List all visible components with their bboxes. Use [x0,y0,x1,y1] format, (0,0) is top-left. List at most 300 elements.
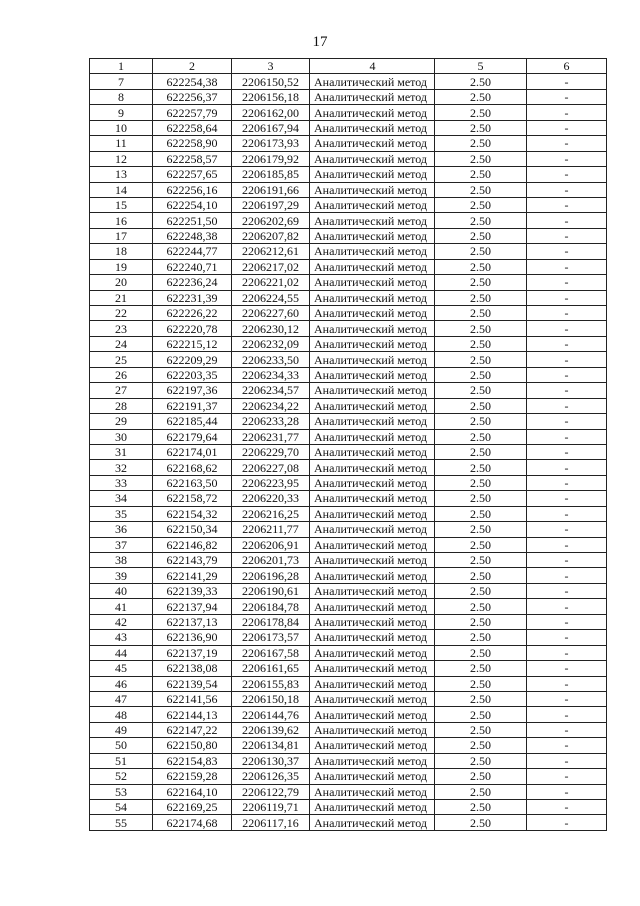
note-cell: - [527,553,607,568]
x-coordinate-cell: 622154,32 [153,506,232,521]
point-number-cell: 52 [90,769,153,784]
method-cell: Аналитический метод [310,398,435,413]
accuracy-cell: 2.50 [435,460,527,475]
point-number-cell: 30 [90,429,153,444]
point-number-cell: 17 [90,228,153,243]
note-cell: - [527,167,607,182]
header-cell: 4 [310,59,435,74]
y-coordinate-cell: 2206202,69 [232,213,310,228]
accuracy-cell: 2.50 [435,429,527,444]
x-coordinate-cell: 622150,34 [153,522,232,537]
y-coordinate-cell: 2206207,82 [232,228,310,243]
table-row [90,136,607,151]
note-cell: - [527,599,607,614]
x-coordinate-cell: 622179,64 [153,429,232,444]
point-number-cell: 46 [90,676,153,691]
method-cell: Аналитический метод [310,120,435,135]
accuracy-cell: 2.50 [435,815,527,830]
method-cell: Аналитический метод [310,491,435,506]
x-coordinate-cell: 622203,35 [153,367,232,382]
method-cell: Аналитический метод [310,321,435,336]
method-cell: Аналитический метод [310,475,435,490]
point-number-cell: 39 [90,568,153,583]
table-row [90,800,607,815]
point-number-cell: 36 [90,522,153,537]
note-cell: - [527,738,607,753]
x-coordinate-cell: 622150,80 [153,738,232,753]
x-coordinate-cell: 622215,12 [153,336,232,351]
y-coordinate-cell: 2206156,18 [232,89,310,104]
header-cell: 5 [435,59,527,74]
point-number-cell: 33 [90,475,153,490]
y-coordinate-cell: 2206162,00 [232,105,310,120]
x-coordinate-cell: 622164,10 [153,784,232,799]
method-cell: Аналитический метод [310,151,435,166]
point-number-cell: 29 [90,414,153,429]
y-coordinate-cell: 2206119,71 [232,800,310,815]
table-row [90,475,607,490]
method-cell: Аналитический метод [310,167,435,182]
note-cell: - [527,460,607,475]
table-row [90,197,607,212]
method-cell: Аналитический метод [310,367,435,382]
note-cell: - [527,120,607,135]
table-row [90,753,607,768]
y-coordinate-cell: 2206161,65 [232,661,310,676]
header-cell: 6 [527,59,607,74]
table-row [90,352,607,367]
table-row [90,259,607,274]
point-number-cell: 54 [90,800,153,815]
accuracy-cell: 2.50 [435,722,527,737]
x-coordinate-cell: 622174,01 [153,444,232,459]
y-coordinate-cell: 2206221,02 [232,275,310,290]
method-cell: Аналитический метод [310,722,435,737]
point-number-cell: 43 [90,630,153,645]
table-row [90,444,607,459]
x-coordinate-cell: 622185,44 [153,414,232,429]
note-cell: - [527,275,607,290]
table-row [90,228,607,243]
point-number-cell: 37 [90,537,153,552]
y-coordinate-cell: 2206134,81 [232,738,310,753]
y-coordinate-cell: 2206232,09 [232,336,310,351]
y-coordinate-cell: 2206212,61 [232,244,310,259]
method-cell: Аналитический метод [310,568,435,583]
note-cell: - [527,691,607,706]
method-cell: Аналитический метод [310,352,435,367]
x-coordinate-cell: 622220,78 [153,321,232,336]
table-row [90,120,607,135]
note-cell: - [527,661,607,676]
note-cell: - [527,800,607,815]
table-row [90,707,607,722]
accuracy-cell: 2.50 [435,398,527,413]
y-coordinate-cell: 2206220,33 [232,491,310,506]
y-coordinate-cell: 2206197,29 [232,197,310,212]
y-coordinate-cell: 2206224,55 [232,290,310,305]
x-coordinate-cell: 622240,71 [153,259,232,274]
y-coordinate-cell: 2206216,25 [232,506,310,521]
accuracy-cell: 2.50 [435,182,527,197]
y-coordinate-cell: 2206178,84 [232,614,310,629]
note-cell: - [527,522,607,537]
note-cell: - [527,151,607,166]
accuracy-cell: 2.50 [435,228,527,243]
method-cell: Аналитический метод [310,460,435,475]
accuracy-cell: 2.50 [435,738,527,753]
method-cell: Аналитический метод [310,197,435,212]
point-number-cell: 23 [90,321,153,336]
table-row [90,275,607,290]
accuracy-cell: 2.50 [435,213,527,228]
method-cell: Аналитический метод [310,213,435,228]
accuracy-cell: 2.50 [435,583,527,598]
note-cell: - [527,630,607,645]
point-number-cell: 32 [90,460,153,475]
accuracy-cell: 2.50 [435,352,527,367]
point-number-cell: 22 [90,306,153,321]
y-coordinate-cell: 2206144,76 [232,707,310,722]
accuracy-cell: 2.50 [435,151,527,166]
point-number-cell: 48 [90,707,153,722]
y-coordinate-cell: 2206167,58 [232,645,310,660]
x-coordinate-cell: 622139,33 [153,583,232,598]
table-row [90,661,607,676]
point-number-cell: 44 [90,645,153,660]
method-cell: Аналитический метод [310,753,435,768]
accuracy-cell: 2.50 [435,568,527,583]
accuracy-cell: 2.50 [435,259,527,274]
x-coordinate-cell: 622137,19 [153,645,232,660]
note-cell: - [527,614,607,629]
accuracy-cell: 2.50 [435,691,527,706]
accuracy-cell: 2.50 [435,599,527,614]
y-coordinate-cell: 2206139,62 [232,722,310,737]
accuracy-cell: 2.50 [435,321,527,336]
x-coordinate-cell: 622251,50 [153,213,232,228]
point-number-cell: 18 [90,244,153,259]
point-number-cell: 26 [90,367,153,382]
accuracy-cell: 2.50 [435,769,527,784]
table-row [90,460,607,475]
x-coordinate-cell: 622258,57 [153,151,232,166]
accuracy-cell: 2.50 [435,800,527,815]
point-number-cell: 16 [90,213,153,228]
method-cell: Аналитический метод [310,136,435,151]
accuracy-cell: 2.50 [435,661,527,676]
x-coordinate-cell: 622231,39 [153,290,232,305]
note-cell: - [527,645,607,660]
point-number-cell: 21 [90,290,153,305]
note-cell: - [527,676,607,691]
accuracy-cell: 2.50 [435,707,527,722]
table-row [90,105,607,120]
point-number-cell: 47 [90,691,153,706]
accuracy-cell: 2.50 [435,105,527,120]
x-coordinate-cell: 622141,29 [153,568,232,583]
accuracy-cell: 2.50 [435,645,527,660]
y-coordinate-cell: 2206229,70 [232,444,310,459]
x-coordinate-cell: 622144,13 [153,707,232,722]
x-coordinate-cell: 622143,79 [153,553,232,568]
y-coordinate-cell: 2206150,18 [232,691,310,706]
y-coordinate-cell: 2206117,16 [232,815,310,830]
method-cell: Аналитический метод [310,661,435,676]
note-cell: - [527,197,607,212]
accuracy-cell: 2.50 [435,506,527,521]
x-coordinate-cell: 622163,50 [153,475,232,490]
table-row [90,522,607,537]
x-coordinate-cell: 622209,29 [153,352,232,367]
method-cell: Аналитический метод [310,89,435,104]
point-number-cell: 10 [90,120,153,135]
point-number-cell: 20 [90,275,153,290]
method-cell: Аналитический метод [310,275,435,290]
note-cell: - [527,136,607,151]
point-number-cell: 27 [90,383,153,398]
x-coordinate-cell: 622137,94 [153,599,232,614]
method-cell: Аналитический метод [310,645,435,660]
y-coordinate-cell: 2206184,78 [232,599,310,614]
table-row [90,506,607,521]
x-coordinate-cell: 622147,22 [153,722,232,737]
header-cell: 2 [153,59,232,74]
method-cell: Аналитический метод [310,784,435,799]
y-coordinate-cell: 2206173,93 [232,136,310,151]
accuracy-cell: 2.50 [435,306,527,321]
x-coordinate-cell: 622137,13 [153,614,232,629]
y-coordinate-cell: 2206233,50 [232,352,310,367]
point-number-cell: 53 [90,784,153,799]
accuracy-cell: 2.50 [435,444,527,459]
table-row [90,429,607,444]
y-coordinate-cell: 2206231,77 [232,429,310,444]
y-coordinate-cell: 2206217,02 [232,259,310,274]
x-coordinate-cell: 622254,38 [153,74,232,89]
method-cell: Аналитический метод [310,537,435,552]
accuracy-cell: 2.50 [435,383,527,398]
table-row [90,306,607,321]
method-cell: Аналитический метод [310,259,435,274]
table-row [90,614,607,629]
method-cell: Аналитический метод [310,522,435,537]
table-row [90,398,607,413]
table-row [90,182,607,197]
table-row [90,784,607,799]
y-coordinate-cell: 2206234,57 [232,383,310,398]
method-cell: Аналитический метод [310,599,435,614]
note-cell: - [527,244,607,259]
point-number-cell: 35 [90,506,153,521]
note-cell: - [527,583,607,598]
note-cell: - [527,707,607,722]
table-row [90,167,607,182]
x-coordinate-cell: 622256,16 [153,182,232,197]
note-cell: - [527,568,607,583]
table-row [90,290,607,305]
accuracy-cell: 2.50 [435,197,527,212]
method-cell: Аналитический метод [310,182,435,197]
table-row [90,89,607,104]
point-number-cell: 50 [90,738,153,753]
accuracy-cell: 2.50 [435,367,527,382]
y-coordinate-cell: 2206223,95 [232,475,310,490]
y-coordinate-cell: 2206185,85 [232,167,310,182]
accuracy-cell: 2.50 [435,475,527,490]
note-cell: - [527,491,607,506]
accuracy-cell: 2.50 [435,630,527,645]
table-row [90,553,607,568]
x-coordinate-cell: 622139,54 [153,676,232,691]
accuracy-cell: 2.50 [435,290,527,305]
point-number-cell: 45 [90,661,153,676]
table-row [90,213,607,228]
note-cell: - [527,228,607,243]
x-coordinate-cell: 622158,72 [153,491,232,506]
y-coordinate-cell: 2206206,91 [232,537,310,552]
point-number-cell: 42 [90,614,153,629]
note-cell: - [527,259,607,274]
note-cell: - [527,336,607,351]
table-row [90,244,607,259]
method-cell: Аналитический метод [310,815,435,830]
x-coordinate-cell: 622191,37 [153,398,232,413]
x-coordinate-cell: 622174,68 [153,815,232,830]
method-cell: Аналитический метод [310,444,435,459]
accuracy-cell: 2.50 [435,614,527,629]
note-cell: - [527,414,607,429]
accuracy-cell: 2.50 [435,136,527,151]
table-row [90,321,607,336]
note-cell: - [527,367,607,382]
accuracy-cell: 2.50 [435,784,527,799]
method-cell: Аналитический метод [310,630,435,645]
y-coordinate-cell: 2206191,66 [232,182,310,197]
x-coordinate-cell: 622168,62 [153,460,232,475]
point-number-cell: 15 [90,197,153,212]
method-cell: Аналитический метод [310,383,435,398]
point-number-cell: 14 [90,182,153,197]
y-coordinate-cell: 2206227,08 [232,460,310,475]
accuracy-cell: 2.50 [435,336,527,351]
method-cell: Аналитический метод [310,691,435,706]
method-cell: Аналитический метод [310,414,435,429]
y-coordinate-cell: 2206234,22 [232,398,310,413]
note-cell: - [527,506,607,521]
y-coordinate-cell: 2206155,83 [232,676,310,691]
point-number-cell: 24 [90,336,153,351]
x-coordinate-cell: 622258,64 [153,120,232,135]
y-coordinate-cell: 2206196,28 [232,568,310,583]
point-number-cell: 19 [90,259,153,274]
x-coordinate-cell: 622141,56 [153,691,232,706]
point-number-cell: 38 [90,553,153,568]
point-number-cell: 25 [90,352,153,367]
note-cell: - [527,537,607,552]
x-coordinate-cell: 622236,24 [153,275,232,290]
method-cell: Аналитический метод [310,244,435,259]
accuracy-cell: 2.50 [435,244,527,259]
note-cell: - [527,722,607,737]
method-cell: Аналитический метод [310,429,435,444]
table-row [90,568,607,583]
note-cell: - [527,753,607,768]
point-number-cell: 7 [90,74,153,89]
table-row [90,74,607,89]
method-cell: Аналитический метод [310,290,435,305]
y-coordinate-cell: 2206211,77 [232,522,310,537]
table-row [90,815,607,830]
accuracy-cell: 2.50 [435,676,527,691]
y-coordinate-cell: 2206230,12 [232,321,310,336]
table-row [90,383,607,398]
x-coordinate-cell: 622197,36 [153,383,232,398]
accuracy-cell: 2.50 [435,89,527,104]
note-cell: - [527,182,607,197]
coordinates-table [89,58,607,831]
table-row [90,645,607,660]
note-cell: - [527,429,607,444]
y-coordinate-cell: 2206130,37 [232,753,310,768]
method-cell: Аналитический метод [310,336,435,351]
method-cell: Аналитический метод [310,105,435,120]
y-coordinate-cell: 2206173,57 [232,630,310,645]
point-number-cell: 51 [90,753,153,768]
x-coordinate-cell: 622244,77 [153,244,232,259]
table-row [90,630,607,645]
x-coordinate-cell: 622136,90 [153,630,232,645]
y-coordinate-cell: 2206234,33 [232,367,310,382]
note-cell: - [527,398,607,413]
note-cell: - [527,105,607,120]
point-number-cell: 13 [90,167,153,182]
page-number: 17 [312,34,328,50]
y-coordinate-cell: 2206167,94 [232,120,310,135]
method-cell: Аналитический метод [310,228,435,243]
table-row [90,336,607,351]
note-cell: - [527,383,607,398]
note-cell: - [527,769,607,784]
table-row [90,367,607,382]
table-row [90,722,607,737]
y-coordinate-cell: 2206233,28 [232,414,310,429]
x-coordinate-cell: 622254,10 [153,197,232,212]
method-cell: Аналитический метод [310,800,435,815]
table-row [90,769,607,784]
note-cell: - [527,290,607,305]
method-cell: Аналитический метод [310,306,435,321]
table-row [90,738,607,753]
point-number-cell: 49 [90,722,153,737]
accuracy-cell: 2.50 [435,522,527,537]
note-cell: - [527,444,607,459]
accuracy-cell: 2.50 [435,167,527,182]
note-cell: - [527,306,607,321]
method-cell: Аналитический метод [310,707,435,722]
y-coordinate-cell: 2206179,92 [232,151,310,166]
point-number-cell: 8 [90,89,153,104]
table-row [90,414,607,429]
method-cell: Аналитический метод [310,506,435,521]
table-row [90,599,607,614]
point-number-cell: 11 [90,136,153,151]
note-cell: - [527,321,607,336]
method-cell: Аналитический метод [310,769,435,784]
note-cell: - [527,784,607,799]
point-number-cell: 12 [90,151,153,166]
method-cell: Аналитический метод [310,738,435,753]
